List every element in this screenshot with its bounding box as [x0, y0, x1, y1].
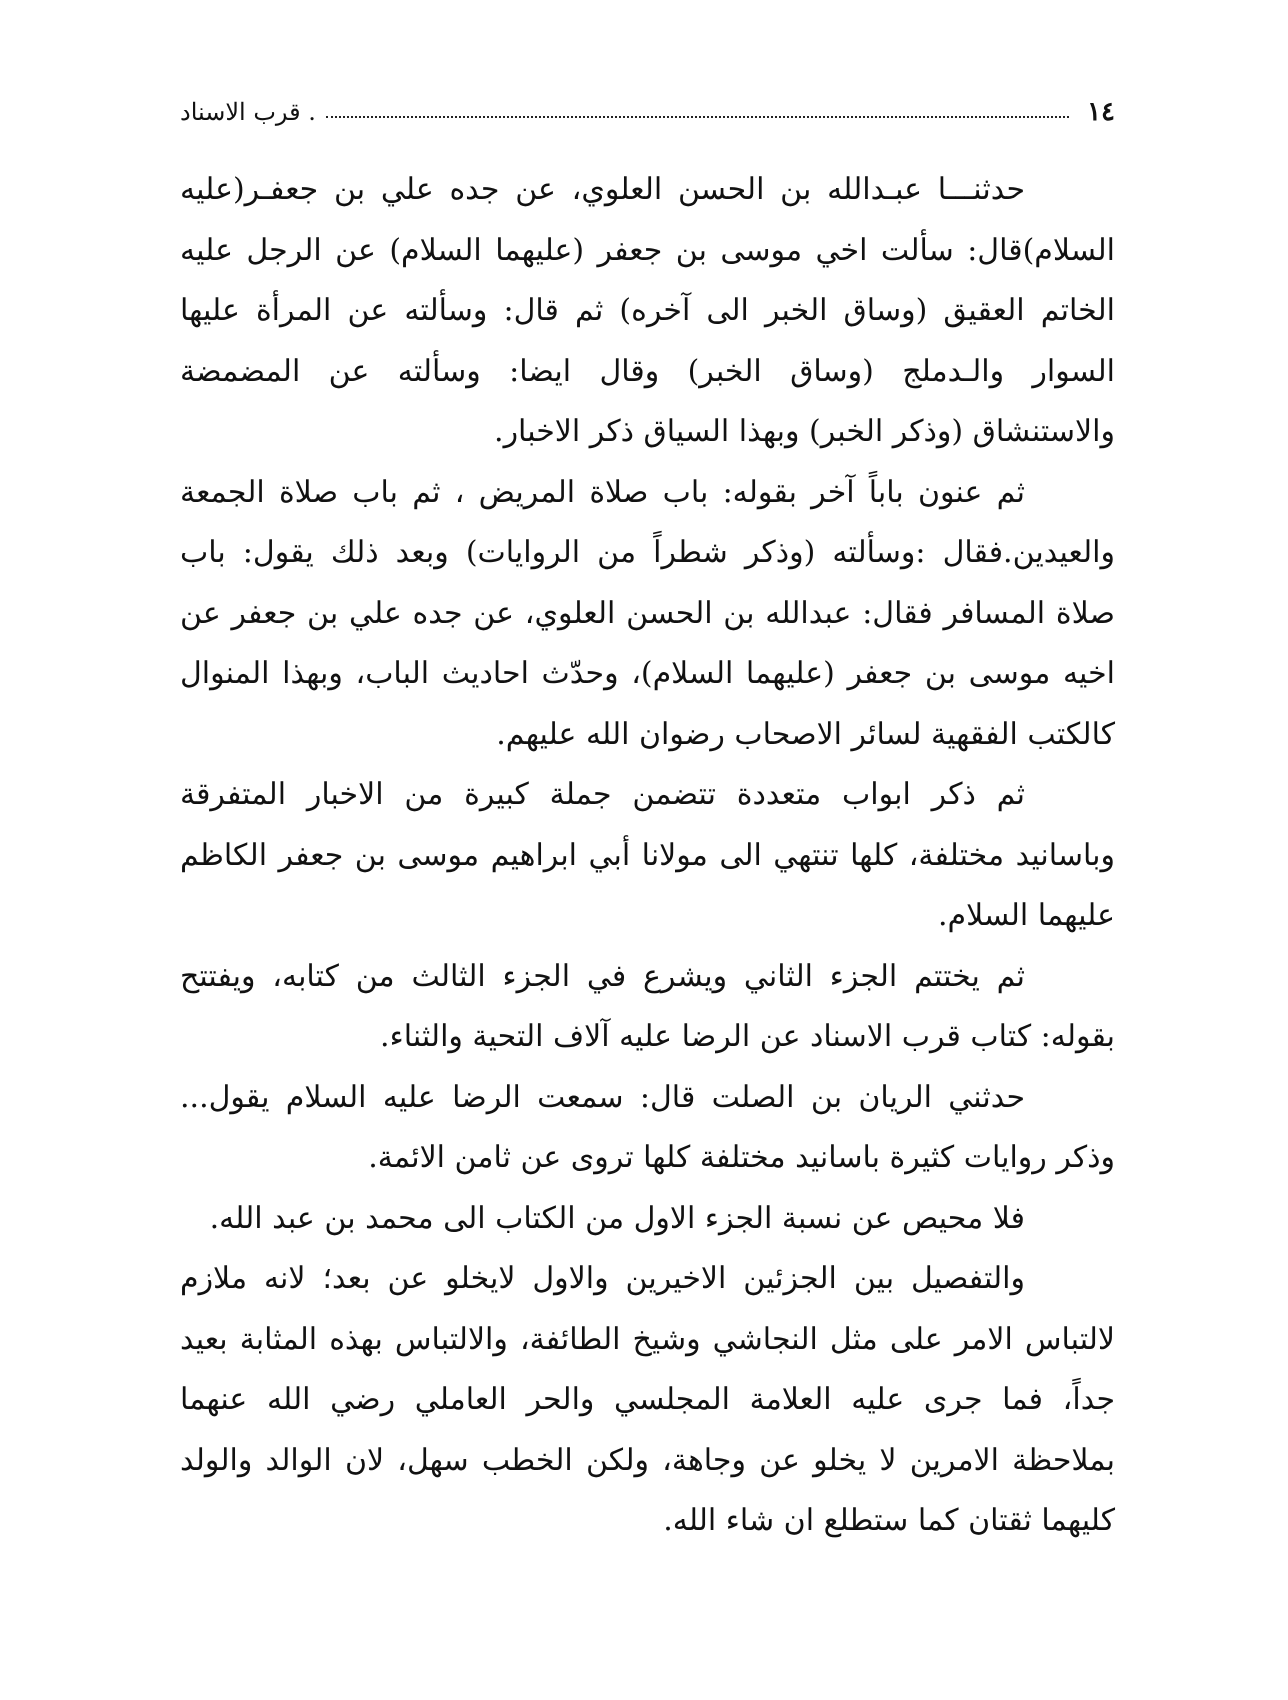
paragraph-5: حدثني الريان بن الصلت قال: سمعت الرضا عليه السلام يقول... وذكر روايات كثيرة باسانيد مختلفة كلها تروى عن ثامن الائمة. — [180, 1079, 1115, 1175]
paragraph-6: فلا محيص عن نسبة الجزء الاول من الكتاب الى محمد بن عبد الله. — [209, 1200, 1025, 1236]
body-text — [180, 160, 1115, 1552]
book-title: . قرب الاسناد — [180, 98, 316, 126]
paragraph-1: حدثنـــا عبـدالله بن الحسن العلوي، عن جده علي بن جعفـر(عليه السلام)قال: سألت اخي موسى بن جعفر (عليهما السلام) عن الرجل عليه الخاتم العقيق (وساق الخبر الى آخره) ثم قال: وسألته عن المرأة عليها السوار والـدملج (وساق الخبر) وقال ايضا: وسألته عن المضمضة والاستنشاق (وذكر الخبر) وبهذا السياق ذكر الاخبار. — [180, 172, 1115, 449]
paragraph-4: ثم يختتم الجزء الثاني ويشرع في الجزء الثالث من كتابه، ويفتتح بقوله: كتاب قرب الاسناد عن الرضا عليه آلاف التحية والثناء. — [180, 958, 1115, 1054]
page-number: ١٤ — [1087, 97, 1115, 127]
paragraph-2: ثم عنون باباً آخر بقوله: باب صلاة المريض ، ثم باب صلاة الجمعة والعيدين.فقال :وسألته (وذكر شطراً من الروايات) وبعد ذلك يقول: باب صلاة المسافر فقال: عبدالله بن الحسن العلوي، عن جده علي بن جعفر عن اخيه موسى بن جعفر (عليهما السلام)، وحدّث احاديث الباب، وبهذا المنوال كالكتب الفقهية لسائر الاصحاب رضوان الله عليهم. — [180, 474, 1115, 752]
paragraph-3: ثم ذكر ابواب متعددة تتضمن جملة كبيرة من الاخبار المتفرقة وباسانيد مختلفة، كلها تنتهي الى مولانا أبي ابراهيم موسى بن جعفر الكاظم عليهما السلام. — [180, 777, 1115, 933]
running-header — [180, 92, 1115, 132]
dotted-leader — [326, 116, 1069, 118]
paragraph-7: والتفصيل بين الجزئين الاخيرين والاول لايخلو عن بعد؛ لانه ملازم لالتباس الامر على مثل النجاشي وشيخ الطائفة، والالتباس بهذه المثابة بعيد جداً، فما جرى عليه العلامة المجلسي والحر العاملي رضي الله عنهما بملاحظة الامرين لا يخلو عن وجاهة، ولكن الخطب سهل، لان الوالد والولد كليهما ثقتان كما ستطلع ان شاء الله. — [180, 1261, 1115, 1538]
